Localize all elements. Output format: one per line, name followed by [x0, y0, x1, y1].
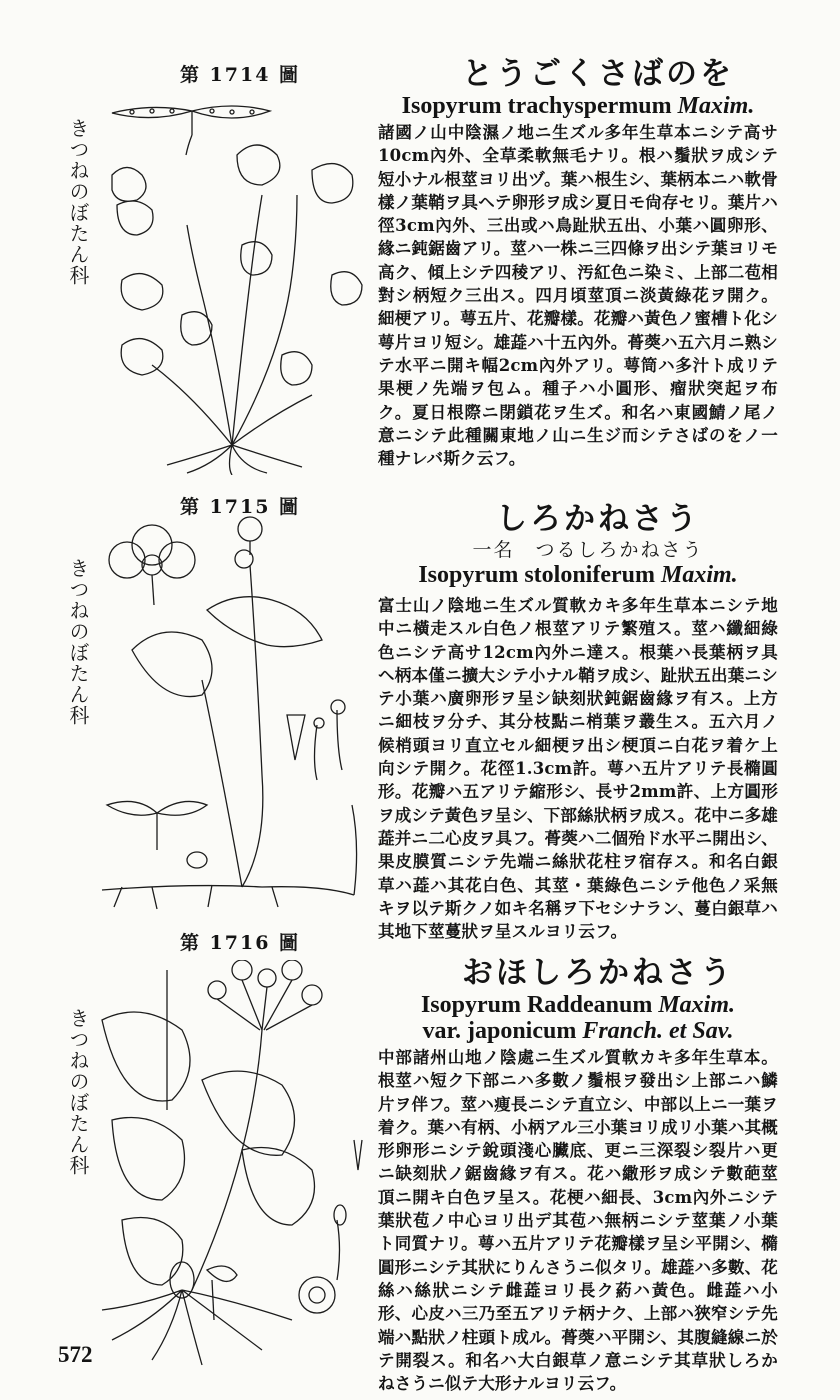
entry-1715 [0, 480, 840, 942]
figure-number: 第 1716 圖 [179, 932, 301, 954]
description: 富士山ノ陰地ニ生ズル質軟カキ多年生草本ニシテ地中ニ橫走スル白色ノ根莖アリテ繁殖ス。莖ハ纖細綠色ニシテ高サ12cm內外ニ達ス。根葉ハ長葉柄ヲ具ヘ柄本僅ニ擴大シテ小ナル鞘ヲ成シ、趾狀五出葉ニシテ小葉ハ廣卵形ヲ呈シ缺刻狀鈍鋸齒緣ヲ有ス。上方ニ細枝ヲ分チ、其分枝點ニ梢葉ヲ叢生ス。五六月ノ候梢頭ヨリ直立セル細梗ヲ出シ梗頂ニ白花ヲ着ケ上向シテ開ク。花徑1.3cm許。萼ハ五片アリテ長橢圓形。花瓣ハ五アリテ縮形シ、長サ2mm許、上方圓形ヲ成シテ黃色ヲ呈シ、下部絲狀柄ヲ成ス。花中ニ多雄蕋并ニ二心皮ヲ具フ。蓇葖ハ二個殆ド水平ニ開出シ、果皮膜質ニシテ先端ニ絲狀花柱ヲ宿存ス。和名白銀草ハ蕋ハ其花白色、其莖・葉綠色ニシテ他色ノ采無キヲ以テ斯クノ如キ名稱ヲ下セシナラン、蔓白銀草ハ其地下莖蔓狀ヲ呈スルヨリ云フ。 [378, 596, 778, 942]
description: 中部諸州山地ノ陰處ニ生ズル質軟カキ多年生草本。根莖ハ短ク下部ニハ多數ノ鬚根ヲ發出シ上部ニハ鱗片ヲ伴フ。莖ハ痩長ニシテ直立シ、中部以上ニ一葉ヲ着ク。葉ハ有柄、小柄アル三小葉ヨリ成リ小葉ハ其概形卵形ニシテ銳頭淺心臟底、更ニ三深裂シ裂片ハ更ニ缺刻狀ノ鋸齒緣ヲ有ス。花ハ繖形ヲ成シテ數葩莖頂ニ開キ白色ヲ呈ス。花梗ハ細長、3cm內外ニシテ葉狀苞ノ中心ヨリ出デ其苞ハ無柄ニシテ莖葉ノ小葉ト同質ナリ。萼ハ五片アリテ花瓣樣ヲ呈シ平開シ、橢圓形ニシテ其狀にりんさうニ似タリ。雄蕋ハ多數、花絲ハ絲狀ニシテ雌蕋ヨリ長ク葯ハ黃色。雌蕋ハ小形、心皮ハ三乃至五アリテ柄ナク、上部ハ狹窄シテ先端ハ點狀ノ柱頭ト成ル。蓇葖ハ平開シ、其腹縫線ニ於テ開裂ス。和名ハ大白銀草ノ意ニシテ其草狀しろかねさうニ似テ大形ナルヨリ云フ。 [378, 1048, 778, 1394]
scientific-name [378, 562, 778, 588]
scientific-species: Isopyrum Raddeanum [420, 992, 653, 1018]
japanese-name: おほしろかねさう [462, 955, 734, 991]
scientific-authority: Maxim. [658, 992, 736, 1018]
scientific-name [378, 93, 778, 119]
entry-1714 [0, 0, 840, 480]
variety-authority: Franch. et Sav. [582, 1018, 734, 1044]
scientific-species: Isopyrum trachyspermum [401, 93, 672, 119]
text-column [378, 500, 778, 943]
variety-name: var. japonicum [422, 1018, 577, 1044]
scientific-variety [378, 1018, 778, 1044]
page-number: 572 [58, 1342, 93, 1367]
scientific-authority: Maxim. [677, 93, 755, 119]
figure-number: 第 1715 圖 [179, 496, 301, 518]
scientific-authority: Maxim. [660, 562, 738, 588]
japanese-name: しろかねさう [496, 501, 700, 537]
japanese-name: とうごくさばのを [462, 56, 734, 92]
family-label: きつねのぼたん科 [66, 118, 90, 286]
scientific-name [378, 992, 778, 1018]
plant-illustration [92, 515, 377, 915]
plant-illustration [92, 960, 377, 1370]
description: 諸國ノ山中陰濕ノ地ニ生ズル多年生草本ニシテ高サ10cm內外、全草柔軟無毛ナリ。根ハ鬚狀ヲ成シテ短小ナル根莖ヨリ出ヅ。葉ハ根生シ、葉柄本ニハ軟骨樣ノ葉鞘ヲ具ヘテ卵形ヲ成シ夏日モ尙存セリ。葉片ハ徑3cm內外、三出或ハ鳥趾狀五出、小葉ハ圓卵形、緣ニ鈍鋸齒アリ。莖ハ一株ニ三四條ヲ出シテ葉ヨリモ高ク、傾上シテ四稜アリ、汚紅色ニ染ミ、上部二苞相對シ柄短ク三出ス。四月頃莖頂ニ淡黃綠花ヲ開ク。細梗アリ。萼五片、花瓣樣。花瓣ハ黃色ノ蜜槽ト化シ萼片ヨリ短シ。雄蕋ハ十五內外。蓇葖ハ五六月ニ熟シテ水平ニ開キ幅2cm內外アリ。萼筒ハ多汁ト成リテ果梗ノ先端ヲ包ム。種子ハ小圓形、瘤狀突起ヲ布ク。夏日根際ニ閉鎖花ヲ生ズ。和名ハ東國鯖ノ尾ノ意ニシテ此種關東地ノ山ニ生ジ而シテさばのをノ一種ナレバ斯ク云フ。 [378, 123, 778, 469]
family-label: きつねのぼたん科 [66, 558, 90, 726]
text-column [378, 954, 778, 1395]
plant-illustration [92, 95, 377, 475]
family-label: きつねのぼたん科 [66, 1008, 90, 1176]
scientific-species: Isopyrum stoloniferum [418, 562, 655, 588]
alternate-name: 一名 つるしろかねさう [472, 539, 704, 561]
figure-number: 第 1714 圖 [179, 64, 301, 86]
text-column [378, 55, 778, 470]
